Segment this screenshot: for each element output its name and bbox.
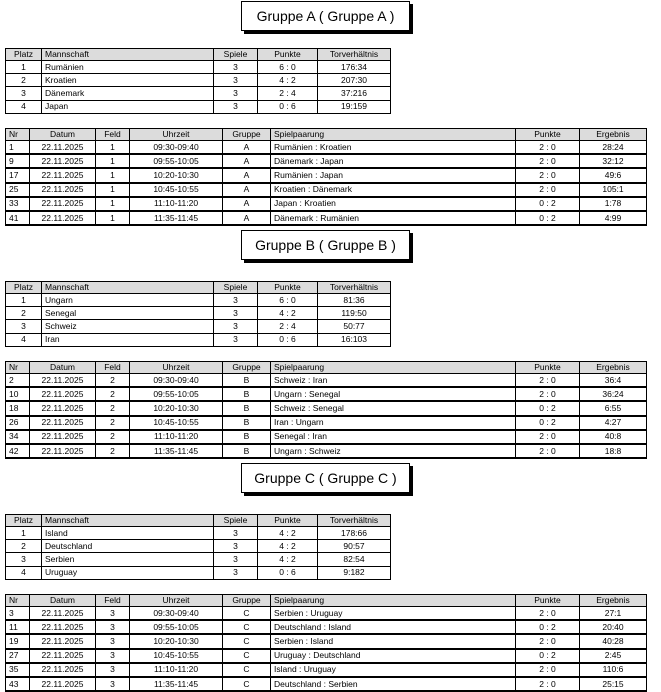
game-row (6, 141, 647, 155)
header-punkte: Punkte (516, 595, 580, 607)
header-spielpaarung: Spielpaarung (271, 595, 516, 607)
header-platz: Platz (6, 282, 42, 294)
platz: 4 (6, 333, 42, 346)
gruppe: B (223, 416, 271, 430)
header-feld: Feld (96, 129, 130, 141)
punkte: 6 : 0 (258, 61, 318, 74)
torverhaeltnis: 19:159 (318, 100, 391, 113)
torverhaeltnis: 9:182 (318, 566, 391, 579)
uhrzeit: 10:20-10:30 (130, 401, 223, 415)
nr: 26 (6, 416, 30, 430)
spielpaarung: Serbien : Island (271, 634, 516, 648)
standings-row (6, 333, 391, 346)
spielpaarung: Deutschland : Serbien (271, 677, 516, 691)
ergebnis: 20:40 (580, 620, 647, 634)
header-platz: Platz (6, 49, 42, 61)
spielpaarung: Schweiz : Iran (271, 374, 516, 388)
standings-row (6, 74, 391, 87)
spiele: 3 (214, 566, 258, 579)
punkte: 2 : 0 (516, 387, 580, 401)
game-row (6, 374, 647, 388)
header-gruppe: Gruppe (223, 595, 271, 607)
punkte: 2 : 0 (516, 634, 580, 648)
ergebnis: 4:99 (580, 211, 647, 225)
games-table-c (5, 594, 647, 692)
punkte: 2 : 0 (516, 607, 580, 621)
uhrzeit: 11:10-11:20 (130, 430, 223, 444)
game-row (6, 211, 647, 225)
gruppe: B (223, 387, 271, 401)
standings-row (6, 87, 391, 100)
punkte: 4 : 2 (258, 74, 318, 87)
standings-row (6, 61, 391, 74)
torverhaeltnis: 50:77 (318, 320, 391, 333)
punkte: 0 : 6 (258, 333, 318, 346)
nr: 18 (6, 401, 30, 415)
header-feld: Feld (96, 595, 130, 607)
header-torverhaeltnis: Torverhältnis (318, 49, 391, 61)
header-spiele: Spiele (214, 515, 258, 527)
mannschaft: Island (42, 527, 214, 540)
uhrzeit: 10:45-10:55 (130, 416, 223, 430)
game-row (6, 416, 647, 430)
game-row (6, 168, 647, 182)
datum: 22.11.2025 (30, 183, 96, 197)
nr: 19 (6, 634, 30, 648)
platz: 1 (6, 294, 42, 307)
game-row (6, 663, 647, 677)
punkte: 2 : 0 (516, 663, 580, 677)
gruppe: B (223, 401, 271, 415)
torverhaeltnis: 207:30 (318, 74, 391, 87)
header-spiele: Spiele (214, 282, 258, 294)
uhrzeit: 10:20-10:30 (130, 168, 223, 182)
ergebnis: 40:28 (580, 634, 647, 648)
spielpaarung: Deutschland : Island (271, 620, 516, 634)
spielpaarung: Serbien : Uruguay (271, 607, 516, 621)
spiele: 3 (214, 333, 258, 346)
punkte: 2 : 0 (516, 183, 580, 197)
game-row (6, 430, 647, 444)
nr: 33 (6, 197, 30, 211)
uhrzeit: 09:55-10:05 (130, 387, 223, 401)
punkte: 2 : 4 (258, 320, 318, 333)
spielpaarung: Dänemark : Rumänien (271, 211, 516, 225)
uhrzeit: 11:10-11:20 (130, 197, 223, 211)
datum: 22.11.2025 (30, 607, 96, 621)
game-row (6, 197, 647, 211)
gruppe: C (223, 649, 271, 663)
platz: 1 (6, 61, 42, 74)
gruppe: B (223, 374, 271, 388)
spielpaarung: Rumänien : Kroatien (271, 141, 516, 155)
nr: 3 (6, 607, 30, 621)
platz: 2 (6, 540, 42, 553)
spiele: 3 (214, 61, 258, 74)
header-nr: Nr (6, 129, 30, 141)
spielpaarung: Ungarn : Schweiz (271, 444, 516, 458)
torverhaeltnis: 90:57 (318, 540, 391, 553)
mannschaft: Uruguay (42, 566, 214, 579)
game-row (6, 620, 647, 634)
games-table-b (5, 361, 647, 459)
datum: 22.11.2025 (30, 387, 96, 401)
punkte: 2 : 0 (516, 374, 580, 388)
header-torverhaeltnis: Torverhältnis (318, 282, 391, 294)
games-header-row (6, 129, 647, 141)
uhrzeit: 11:35-11:45 (130, 444, 223, 458)
uhrzeit: 10:45-10:55 (130, 183, 223, 197)
mannschaft: Deutschland (42, 540, 214, 553)
feld: 1 (96, 154, 130, 168)
spielpaarung: Dänemark : Japan (271, 154, 516, 168)
group-title-c: Gruppe C ( Gruppe C ) (241, 463, 410, 493)
header-mannschaft: Mannschaft (42, 49, 214, 61)
spielpaarung: Rumänien : Japan (271, 168, 516, 182)
header-punkte: Punkte (516, 129, 580, 141)
feld: 3 (96, 649, 130, 663)
punkte: 6 : 0 (258, 294, 318, 307)
standings-table-a (5, 48, 391, 114)
ergebnis: 36:24 (580, 387, 647, 401)
standings-row (6, 100, 391, 113)
ergebnis: 2:45 (580, 649, 647, 663)
feld: 3 (96, 663, 130, 677)
feld: 1 (96, 168, 130, 182)
game-row (6, 677, 647, 691)
nr: 17 (6, 168, 30, 182)
punkte: 2 : 0 (516, 154, 580, 168)
torverhaeltnis: 37:216 (318, 87, 391, 100)
games-table-a (5, 128, 647, 226)
datum: 22.11.2025 (30, 416, 96, 430)
punkte: 2 : 0 (516, 677, 580, 691)
feld: 1 (96, 211, 130, 225)
nr: 11 (6, 620, 30, 634)
ergebnis: 25:15 (580, 677, 647, 691)
gruppe: A (223, 154, 271, 168)
spielpaarung: Ungarn : Senegal (271, 387, 516, 401)
spielpaarung: Schweiz : Senegal (271, 401, 516, 415)
punkte: 2 : 0 (516, 430, 580, 444)
games-header-row (6, 595, 647, 607)
mannschaft: Schweiz (42, 320, 214, 333)
platz: 3 (6, 87, 42, 100)
platz: 3 (6, 320, 42, 333)
nr: 1 (6, 141, 30, 155)
header-punkte: Punkte (258, 49, 318, 61)
spiele: 3 (214, 320, 258, 333)
header-spiele: Spiele (214, 49, 258, 61)
spielpaarung: Island : Uruguay (271, 663, 516, 677)
header-torverhaeltnis: Torverhältnis (318, 515, 391, 527)
punkte: 4 : 2 (258, 553, 318, 566)
header-gruppe: Gruppe (223, 129, 271, 141)
mannschaft: Ungarn (42, 294, 214, 307)
datum: 22.11.2025 (30, 663, 96, 677)
game-row (6, 154, 647, 168)
feld: 1 (96, 183, 130, 197)
ergebnis: 4:27 (580, 416, 647, 430)
header-punkte: Punkte (258, 515, 318, 527)
header-mannschaft: Mannschaft (42, 515, 214, 527)
mannschaft: Iran (42, 333, 214, 346)
nr: 43 (6, 677, 30, 691)
uhrzeit: 09:30-09:40 (130, 141, 223, 155)
standings-row (6, 540, 391, 553)
datum: 22.11.2025 (30, 141, 96, 155)
nr: 34 (6, 430, 30, 444)
nr: 10 (6, 387, 30, 401)
game-row (6, 401, 647, 415)
nr: 9 (6, 154, 30, 168)
punkte: 4 : 2 (258, 527, 318, 540)
standings-row (6, 527, 391, 540)
torverhaeltnis: 176:34 (318, 61, 391, 74)
spiele: 3 (214, 87, 258, 100)
uhrzeit: 09:30-09:40 (130, 607, 223, 621)
punkte: 2 : 0 (516, 444, 580, 458)
punkte: 4 : 2 (258, 307, 318, 320)
group-title-a: Gruppe A ( Gruppe A ) (241, 1, 410, 31)
feld: 3 (96, 634, 130, 648)
platz: 4 (6, 566, 42, 579)
mannschaft: Serbien (42, 553, 214, 566)
gruppe: A (223, 168, 271, 182)
datum: 22.11.2025 (30, 168, 96, 182)
datum: 22.11.2025 (30, 620, 96, 634)
punkte: 0 : 6 (258, 100, 318, 113)
header-uhrzeit: Uhrzeit (130, 595, 223, 607)
platz: 1 (6, 527, 42, 540)
header-uhrzeit: Uhrzeit (130, 129, 223, 141)
feld: 2 (96, 444, 130, 458)
header-spielpaarung: Spielpaarung (271, 129, 516, 141)
gruppe: C (223, 607, 271, 621)
nr: 42 (6, 444, 30, 458)
spiele: 3 (214, 294, 258, 307)
punkte: 0 : 2 (516, 416, 580, 430)
spielpaarung: Iran : Ungarn (271, 416, 516, 430)
gruppe: C (223, 677, 271, 691)
platz: 2 (6, 307, 42, 320)
header-feld: Feld (96, 362, 130, 374)
datum: 22.11.2025 (30, 634, 96, 648)
header-datum: Datum (30, 129, 96, 141)
nr: 27 (6, 649, 30, 663)
spielpaarung: Japan : Kroatien (271, 197, 516, 211)
platz: 4 (6, 100, 42, 113)
uhrzeit: 09:55-10:05 (130, 620, 223, 634)
spielpaarung: Senegal : Iran (271, 430, 516, 444)
torverhaeltnis: 178:66 (318, 527, 391, 540)
ergebnis: 110:6 (580, 663, 647, 677)
header-gruppe: Gruppe (223, 362, 271, 374)
header-nr: Nr (6, 595, 30, 607)
header-ergebnis: Ergebnis (580, 362, 647, 374)
punkte: 2 : 0 (516, 141, 580, 155)
punkte: 0 : 2 (516, 620, 580, 634)
gruppe: A (223, 141, 271, 155)
torverhaeltnis: 119:50 (318, 307, 391, 320)
mannschaft: Rumänien (42, 61, 214, 74)
punkte: 0 : 6 (258, 566, 318, 579)
gruppe: B (223, 430, 271, 444)
games-header-row (6, 362, 647, 374)
header-punkte: Punkte (258, 282, 318, 294)
standings-row (6, 320, 391, 333)
gruppe: A (223, 211, 271, 225)
standings-row (6, 294, 391, 307)
standings-header-row (6, 49, 391, 61)
header-platz: Platz (6, 515, 42, 527)
torverhaeltnis: 16:103 (318, 333, 391, 346)
datum: 22.11.2025 (30, 649, 96, 663)
mannschaft: Senegal (42, 307, 214, 320)
header-mannschaft: Mannschaft (42, 282, 214, 294)
punkte: 0 : 2 (516, 211, 580, 225)
uhrzeit: 09:30-09:40 (130, 374, 223, 388)
group-title-b: Gruppe B ( Gruppe B ) (241, 230, 410, 260)
game-row (6, 649, 647, 663)
game-row (6, 607, 647, 621)
feld: 2 (96, 401, 130, 415)
header-datum: Datum (30, 595, 96, 607)
datum: 22.11.2025 (30, 197, 96, 211)
feld: 1 (96, 197, 130, 211)
platz: 2 (6, 74, 42, 87)
torverhaeltnis: 82:54 (318, 553, 391, 566)
punkte: 4 : 2 (258, 540, 318, 553)
mannschaft: Dänemark (42, 87, 214, 100)
datum: 22.11.2025 (30, 677, 96, 691)
datum: 22.11.2025 (30, 430, 96, 444)
datum: 22.11.2025 (30, 154, 96, 168)
ergebnis: 49:6 (580, 168, 647, 182)
nr: 41 (6, 211, 30, 225)
standings-table-b (5, 281, 391, 347)
header-nr: Nr (6, 362, 30, 374)
game-row (6, 634, 647, 648)
platz: 3 (6, 553, 42, 566)
spiele: 3 (214, 540, 258, 553)
gruppe: A (223, 197, 271, 211)
nr: 25 (6, 183, 30, 197)
game-row (6, 387, 647, 401)
datum: 22.11.2025 (30, 444, 96, 458)
spiele: 3 (214, 553, 258, 566)
gruppe: C (223, 634, 271, 648)
ergebnis: 27:1 (580, 607, 647, 621)
ergebnis: 105:1 (580, 183, 647, 197)
mannschaft: Kroatien (42, 74, 214, 87)
feld: 3 (96, 677, 130, 691)
uhrzeit: 10:20-10:30 (130, 634, 223, 648)
gruppe: A (223, 183, 271, 197)
feld: 2 (96, 387, 130, 401)
nr: 35 (6, 663, 30, 677)
torverhaeltnis: 81:36 (318, 294, 391, 307)
nr: 2 (6, 374, 30, 388)
header-punkte: Punkte (516, 362, 580, 374)
spiele: 3 (214, 74, 258, 87)
feld: 3 (96, 620, 130, 634)
standings-header-row (6, 515, 391, 527)
gruppe: B (223, 444, 271, 458)
datum: 22.11.2025 (30, 374, 96, 388)
uhrzeit: 11:35-11:45 (130, 677, 223, 691)
punkte: 0 : 2 (516, 649, 580, 663)
header-datum: Datum (30, 362, 96, 374)
spiele: 3 (214, 307, 258, 320)
feld: 2 (96, 416, 130, 430)
standings-row (6, 553, 391, 566)
game-row (6, 183, 647, 197)
ergebnis: 28:24 (580, 141, 647, 155)
punkte: 2 : 4 (258, 87, 318, 100)
feld: 2 (96, 430, 130, 444)
game-row (6, 444, 647, 458)
spielpaarung: Uruguay : Deutschland (271, 649, 516, 663)
header-spielpaarung: Spielpaarung (271, 362, 516, 374)
header-ergebnis: Ergebnis (580, 595, 647, 607)
feld: 2 (96, 374, 130, 388)
punkte: 0 : 2 (516, 197, 580, 211)
feld: 1 (96, 141, 130, 155)
spiele: 3 (214, 100, 258, 113)
standings-header-row (6, 282, 391, 294)
feld: 3 (96, 607, 130, 621)
gruppe: C (223, 620, 271, 634)
header-uhrzeit: Uhrzeit (130, 362, 223, 374)
uhrzeit: 10:45-10:55 (130, 649, 223, 663)
datum: 22.11.2025 (30, 211, 96, 225)
ergebnis: 36:4 (580, 374, 647, 388)
ergebnis: 32:12 (580, 154, 647, 168)
mannschaft: Japan (42, 100, 214, 113)
ergebnis: 6:55 (580, 401, 647, 415)
header-ergebnis: Ergebnis (580, 129, 647, 141)
standings-row (6, 307, 391, 320)
punkte: 2 : 0 (516, 168, 580, 182)
uhrzeit: 11:10-11:20 (130, 663, 223, 677)
uhrzeit: 09:55-10:05 (130, 154, 223, 168)
spiele: 3 (214, 527, 258, 540)
ergebnis: 1:78 (580, 197, 647, 211)
punkte: 0 : 2 (516, 401, 580, 415)
ergebnis: 18:8 (580, 444, 647, 458)
standings-row (6, 566, 391, 579)
spielpaarung: Kroatien : Dänemark (271, 183, 516, 197)
datum: 22.11.2025 (30, 401, 96, 415)
gruppe: C (223, 663, 271, 677)
standings-table-c (5, 514, 391, 580)
ergebnis: 40:8 (580, 430, 647, 444)
uhrzeit: 11:35-11:45 (130, 211, 223, 225)
